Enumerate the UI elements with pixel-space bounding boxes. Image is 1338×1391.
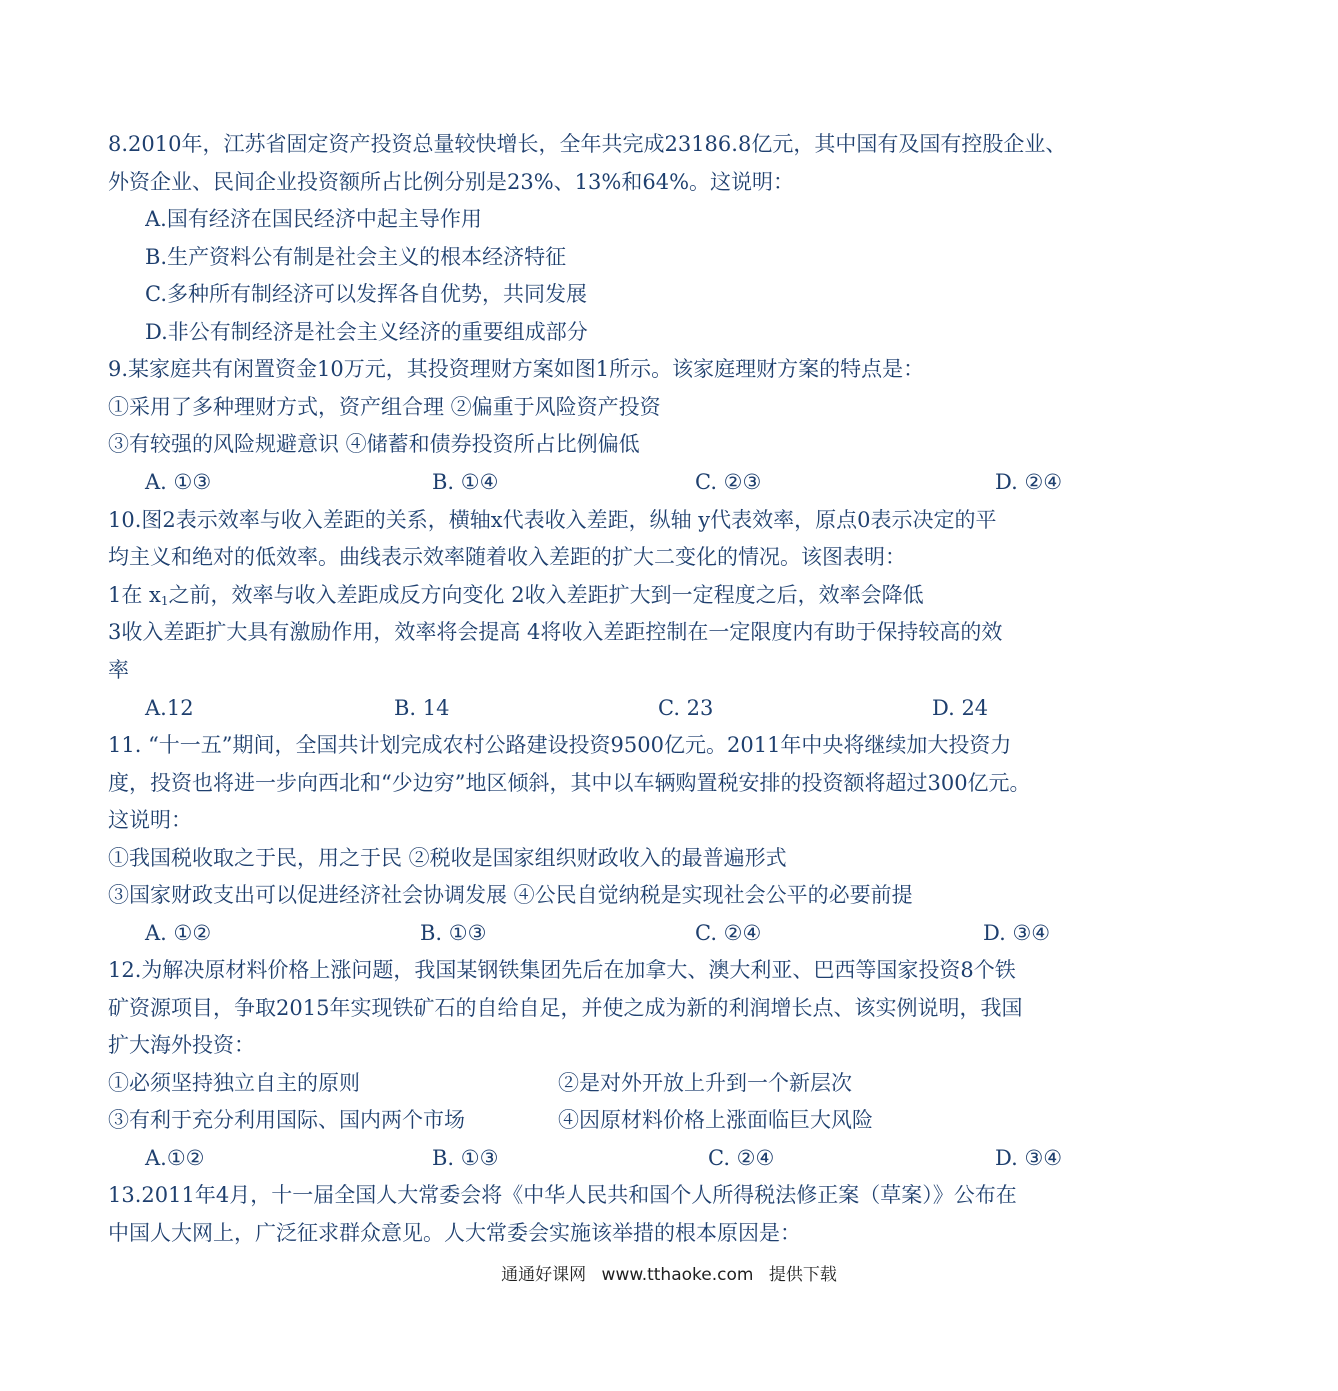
- q10-option-d: D. 24: [932, 696, 989, 720]
- q13-stem-line-1: 13.2011年4月，十一届全国人大常委会将《中华人民共和国个人所得税法修正案（草案）》公布在: [108, 1183, 1017, 1207]
- q12-statement-1: ①必须坚持独立自主的原则: [108, 1071, 360, 1095]
- q11-statement-line-1: ①我国税收取之于民，用之于民 ②税收是国家组织财政收入的最普遍形式: [108, 846, 787, 870]
- q12-option-b: B. ①③: [432, 1146, 499, 1170]
- q11-statement-line-2: ③国家财政支出可以促进经济社会协调发展 ④公民自觉纳税是实现社会公平的必要前提: [108, 883, 913, 907]
- q8-option-c: C.多种所有制经济可以发挥各自优势，共同发展: [145, 282, 587, 306]
- q10-stem-line-1: 10.图2表示效率与收入差距的关系，横轴x代表收入差距，纵轴 y代表效率，原点0表示决定的平: [108, 508, 997, 532]
- q10-statement-1-rest: 之前，效率与收入差距成反方向变化 2收入差距扩大到一定程度之后，效率会降低: [168, 583, 924, 607]
- footer-note: 提供下载: [768, 1265, 837, 1285]
- footer-site-name: 通通好课网: [501, 1265, 587, 1285]
- q13-stem-line-2: 中国人大网上，广泛征求群众意见。人大常委会实施该举措的根本原因是：: [108, 1221, 801, 1245]
- q9-option-b: B. ①④: [432, 470, 499, 494]
- q11-stem-line-2: 度，投资也将进一步向西北和“少边穷”地区倾斜，其中以车辆购置税安排的投资额将超过300亿元。: [108, 771, 1031, 795]
- q12-option-c: C. ②④: [708, 1146, 775, 1170]
- q12-statement-3: ③有利于充分利用国际、国内两个市场: [108, 1108, 465, 1132]
- page-footer: [0, 1263, 1338, 1287]
- q8-stem-line-1: 8.2010年，江苏省固定资产投资总量较快增长，全年共完成23186.8亿元，其中国有及国有控股企业、: [108, 132, 1067, 156]
- q10-statement-line-1: [108, 581, 1218, 615]
- q12-statement-4: ④因原材料价格上涨面临巨大风险: [558, 1108, 873, 1132]
- q10-stem-line-2: 均主义和绝对的低效率。曲线表示效率随着收入差距的扩大二变化的情况。该图表明：: [108, 545, 906, 569]
- q8-option-b: B.生产资料公有制是社会主义的根本经济特征: [145, 245, 567, 269]
- q12-stem-line-2: 矿资源项目，争取2015年实现铁矿石的自给自足，并使之成为新的利润增长点、该实例说明，我国: [108, 996, 1023, 1020]
- footer-site-url[interactable]: www.tthaoke.com: [601, 1265, 754, 1285]
- q8-option-a: A.国有经济在国民经济中起主导作用: [145, 207, 482, 231]
- q10-statement-line-2: 3收入差距扩大具有激励作用，效率将会提高 4将收入差距控制在一定限度内有助于保持较高的效: [108, 620, 1003, 644]
- q12-stem-line-1: 12.为解决原材料价格上涨问题，我国某钢铁集团先后在加拿大、澳大利亚、巴西等国家投资8个铁: [108, 958, 1016, 982]
- q12-statement-2: ②是对外开放上升到一个新层次: [558, 1071, 852, 1095]
- q9-statement-line-1: ①采用了多种理财方式，资产组合理 ②偏重于风险资产投资: [108, 395, 661, 419]
- q9-stem-line-1: 9.某家庭共有闲置资金10万元，其投资理财方案如图1所示。该家庭理财方案的特点是：: [108, 357, 925, 381]
- q12-option-d: D. ③④: [995, 1146, 1063, 1170]
- q9-option-a: A. ①③: [145, 470, 212, 494]
- q12-option-a: A.①②: [145, 1146, 205, 1170]
- q10-statement-1-prefix: 1在 x: [108, 583, 161, 607]
- q10-statement-line-3: 率: [108, 658, 129, 682]
- q10-option-a: A.12: [145, 696, 194, 720]
- q11-stem-line-1: 11. “十一五”期间，全国共计划完成农村公路建设投资9500亿元。2011年中央将继续加大投资力: [108, 733, 1012, 757]
- q12-stem-line-3: 扩大海外投资：: [108, 1033, 255, 1057]
- q11-stem-line-3: 这说明：: [108, 808, 192, 832]
- q8-option-d: D.非公有制经济是社会主义经济的重要组成部分: [145, 320, 588, 344]
- q9-option-c: C. ②③: [695, 470, 762, 494]
- q9-option-d: D. ②④: [995, 470, 1063, 494]
- q11-option-d: D. ③④: [983, 921, 1051, 945]
- q10-option-c: C. 23: [658, 696, 714, 720]
- q9-statement-line-2: ③有较强的风险规避意识 ④储蓄和债券投资所占比例偏低: [108, 432, 640, 456]
- q8-stem-line-2: 外资企业、民间企业投资额所占比例分别是23%、13%和64%。这说明：: [108, 170, 795, 194]
- q11-option-c: C. ②④: [695, 921, 762, 945]
- q11-option-a: A. ①②: [145, 921, 212, 945]
- q10-option-b: B. 14: [394, 696, 450, 720]
- q11-option-b: B. ①③: [420, 921, 487, 945]
- q10-x-subscript: 1: [160, 594, 169, 608]
